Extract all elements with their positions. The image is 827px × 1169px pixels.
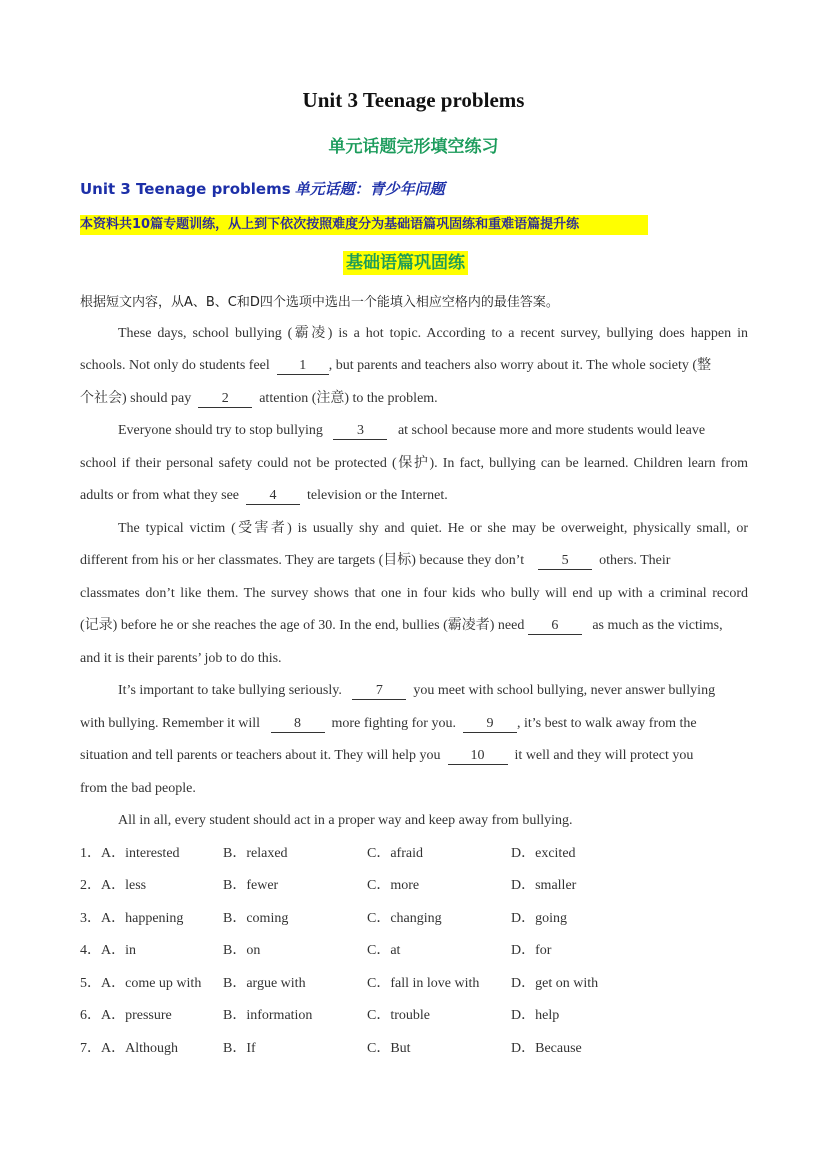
option-d[interactable]: D．smaller [511, 878, 577, 893]
resource-notice: 本资料共10篇专题训练，从上到下依次按照难度分为基础语篇巩固练和重难语篇提升练 [80, 215, 648, 235]
instruction-text: 根据短文内容，从A、B、C和D四个选项中选出一个能填入相应空格内的最佳答案。 [80, 295, 559, 310]
passage-line [118, 681, 748, 701]
option-b[interactable]: B．argue with [223, 976, 306, 991]
passage-text: school if their personal safety could not be protected (保护). In fact, bullying can be learned. Children learn from [80, 456, 748, 471]
option-a[interactable]: A．less [101, 878, 147, 893]
page-subtitle: 单元话题完形填空练习 [328, 137, 499, 157]
passage-text: with bullying. Remember it will [80, 716, 261, 731]
option-c[interactable]: C．trouble [367, 1008, 430, 1023]
passage-line [80, 551, 748, 571]
option-d[interactable]: D．get on with [511, 976, 599, 991]
question-number: 6． [80, 1008, 101, 1023]
question-number: 4． [80, 943, 101, 958]
option-b[interactable]: B．coming [223, 911, 289, 926]
passage-text: These days, school bullying (霸凌) is a hot topic. According to a recent survey, bullying does happen in [118, 326, 748, 341]
passage-text: from the bad people. [80, 781, 196, 796]
option-c[interactable]: C．fall in love with [367, 976, 480, 991]
blank-9[interactable]: 9 [463, 716, 517, 733]
question-number: 5． [80, 976, 101, 991]
blank-1[interactable]: 1 [277, 358, 329, 375]
question-number: 3． [80, 911, 101, 926]
passage-line [80, 324, 748, 344]
option-d[interactable]: D．for [511, 943, 552, 958]
passage-text: more fighting for you. [331, 716, 456, 731]
passage-text: situation and tell parents or teachers about it. They will help you [80, 748, 441, 763]
blank-5[interactable]: 5 [538, 553, 592, 570]
passage-text: as much as the victims, [592, 618, 723, 633]
passage-text: and it is their parents’ job to do this. [80, 651, 282, 666]
passage-line [80, 584, 748, 604]
passage-text: classmates don’t like them. The survey shows that one in four kids who bully will end up with a criminal record [80, 586, 748, 601]
passage-line [80, 389, 748, 409]
blank-2[interactable]: 2 [198, 391, 252, 408]
passage-text: it well and they will protect you [514, 748, 694, 763]
passage-line [80, 519, 748, 539]
passage-text: adults or from what they see [80, 488, 240, 503]
passage-text: , it’s best to walk away from the [516, 716, 697, 731]
blank-7[interactable]: 7 [352, 683, 406, 700]
passage-text: (记录) before he or she reaches the age of 30. In the end, bullies (霸凌者) need [80, 618, 525, 633]
option-b[interactable]: B．on [223, 943, 261, 958]
passage-text: It’s important to take bullying seriously. [118, 683, 342, 698]
option-b[interactable]: B．relaxed [223, 846, 288, 861]
section-heading: 基础语篇巩固练 [343, 251, 468, 275]
blank-6[interactable]: 6 [528, 618, 582, 635]
question-number: 2． [80, 878, 101, 893]
option-a[interactable]: A．come up with [101, 976, 202, 991]
blank-10[interactable]: 10 [448, 748, 508, 765]
question-number: 1． [80, 846, 101, 861]
passage-line [80, 356, 748, 376]
passage-line [80, 454, 748, 474]
option-c[interactable]: C．more [367, 878, 420, 893]
passage-line [80, 746, 748, 766]
option-d[interactable]: D．going [511, 911, 567, 926]
passage-line [80, 649, 748, 669]
passage-text: 个社会) should pay [80, 391, 192, 406]
passage-text: television or the Internet. [307, 488, 448, 503]
passage-text: , but parents and teachers also worry about it. The whole society (整 [328, 358, 712, 373]
passage-text: different from his or her classmates. They are targets (目标) because they don’t [80, 553, 525, 568]
passage-line [118, 811, 748, 831]
passage-text: at school because more and more students would leave [397, 423, 706, 438]
passage-text: others. Their [599, 553, 671, 568]
option-a[interactable]: A．Although [101, 1041, 178, 1056]
option-a[interactable]: A．in [101, 943, 136, 958]
passage-text: Everyone should try to stop bullying [118, 423, 323, 438]
option-b[interactable]: B．information [223, 1008, 313, 1023]
passage-line [80, 486, 748, 506]
option-d[interactable]: D．excited [511, 846, 576, 861]
passage-line [80, 616, 748, 636]
option-b[interactable]: B．fewer [223, 878, 279, 893]
option-d[interactable]: D．help [511, 1008, 560, 1023]
page-title: Unit 3 Teenage problems [302, 88, 525, 112]
passage-line [80, 779, 748, 799]
option-a[interactable]: A．interested [101, 846, 180, 861]
passage-line [80, 714, 748, 734]
option-b[interactable]: B．If [223, 1041, 256, 1056]
passage-text: attention (注意) to the problem. [259, 391, 438, 406]
passage-text: you meet with school bullying, never answer bullying [413, 683, 716, 698]
option-c[interactable]: C．But [367, 1041, 411, 1056]
blank-3[interactable]: 3 [333, 423, 387, 440]
option-a[interactable]: A．pressure [101, 1008, 172, 1023]
question-number: 7． [80, 1041, 101, 1056]
option-c[interactable]: C．changing [367, 911, 442, 926]
passage-line [118, 421, 748, 441]
option-a[interactable]: A．happening [101, 911, 184, 926]
unit-topic [80, 178, 445, 199]
option-c[interactable]: C．at [367, 943, 401, 958]
blank-8[interactable]: 8 [271, 716, 325, 733]
option-d[interactable]: D．Because [511, 1041, 582, 1056]
passage-text: The typical victim (受害者) is usually shy and quiet. He or she may be overweight, physically small, or [118, 521, 748, 536]
blank-4[interactable]: 4 [246, 488, 300, 505]
passage-text: All in all, every student should act in a proper way and keep away from bullying. [118, 813, 573, 828]
unit-topic-en: Unit 3 Teenage problems [80, 180, 291, 198]
unit-topic-cn: 单元话题：青少年问题 [294, 180, 445, 198]
passage-text: schools. Not only do students feel [80, 358, 270, 373]
option-c[interactable]: C．afraid [367, 846, 423, 861]
